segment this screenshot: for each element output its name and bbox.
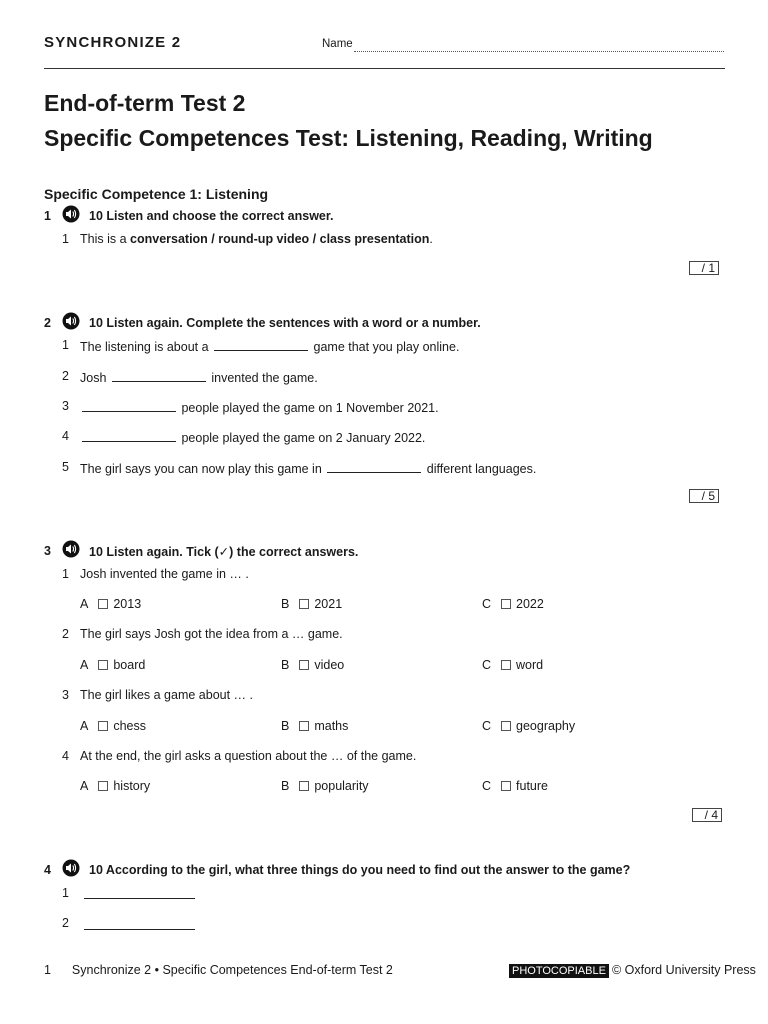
answer-blank[interactable] [327, 460, 421, 473]
checkbox[interactable] [98, 599, 108, 609]
question-number: 2 [44, 316, 51, 330]
question-number: 4 [44, 863, 51, 877]
name-field[interactable] [354, 51, 724, 52]
score-box: / 5 [689, 489, 719, 503]
section-heading: Specific Competence 1: Listening [44, 186, 269, 202]
checkbox[interactable] [501, 599, 511, 609]
name-label: Name [322, 38, 353, 50]
list-item: 4 people played the game on 2 January 2022. [62, 429, 426, 445]
list-item: 5 The girl says you can now play this game in different languages. [62, 460, 537, 476]
audio-icon[interactable] [62, 205, 80, 223]
option-b[interactable]: B popularity [281, 779, 369, 793]
answer-blank[interactable] [214, 338, 308, 351]
list-item: 1 This is a conversation / round-up video / class presentation. [62, 232, 433, 246]
option-a[interactable]: A 2013 [80, 597, 142, 611]
item-number: 1 [62, 232, 69, 246]
page-subtitle: Specific Competences Test: Listening, Reading, Writing [44, 125, 653, 151]
question-instruction: 10 Listen again. Complete the sentences with a word or a number. [89, 316, 481, 330]
question-instruction: 10 Listen and choose the correct answer. [89, 209, 334, 223]
question-number: 3 [44, 544, 51, 558]
question-instruction: 10 According to the girl, what three things do you need to find out the answer to the game? [89, 863, 631, 877]
option-c[interactable]: C word [482, 658, 544, 672]
answer-blank[interactable] [82, 429, 176, 442]
option-b[interactable]: B maths [281, 719, 349, 733]
answer-line-number: 1 [62, 886, 69, 900]
checkbox[interactable] [299, 599, 309, 609]
header-divider [44, 68, 725, 69]
option-b[interactable]: B 2021 [281, 597, 343, 611]
footer-right [509, 963, 756, 977]
option-c[interactable]: C geography [482, 719, 576, 733]
option-c[interactable]: C future [482, 779, 548, 793]
footer-title: Synchronize 2 • Specific Competences End-of-term Test 2 [71, 963, 393, 977]
audio-icon[interactable] [62, 859, 80, 877]
option-b[interactable]: B video [281, 658, 345, 672]
checkbox[interactable] [98, 781, 108, 791]
list-item: 3 The girl likes a game about … . [62, 688, 253, 702]
answer-line-number: 2 [62, 916, 69, 930]
option-a[interactable]: A history [80, 779, 151, 793]
checkbox[interactable] [98, 721, 108, 731]
option-a[interactable]: A chess [80, 719, 146, 733]
option-c[interactable]: C 2022 [482, 597, 544, 611]
answer-blank[interactable] [112, 369, 206, 382]
checkbox[interactable] [501, 781, 511, 791]
answer-choices[interactable]: conversation / round-up video / class presentation [130, 232, 430, 246]
list-item: 2 Josh invented the game. [62, 369, 318, 385]
checkbox[interactable] [501, 660, 511, 670]
checkbox[interactable] [299, 781, 309, 791]
audio-icon[interactable] [62, 312, 80, 330]
checkbox[interactable] [299, 660, 309, 670]
page-number: 1 [44, 963, 51, 977]
answer-blank[interactable] [82, 399, 176, 412]
brand-logo: SYNCHRONIZE 2 [44, 34, 182, 51]
copyright: © Oxford University Press [611, 963, 756, 977]
list-item: 2 The girl says Josh got the idea from a … game. [62, 627, 343, 641]
photocopiable-badge: PHOTOCOPIABLE [509, 964, 609, 978]
question-number: 1 [44, 209, 51, 223]
score-box: / 4 [692, 808, 722, 822]
option-a[interactable]: A board [80, 658, 146, 672]
footer-left [44, 963, 393, 977]
list-item: 3 people played the game on 1 November 2021. [62, 399, 439, 415]
list-item: 1 The listening is about a game that you play online. [62, 338, 460, 354]
item-text: This is a [80, 232, 131, 246]
question-instruction: 10 Listen again. Tick (✓) the correct answers. [89, 545, 359, 559]
list-item: 4 At the end, the girl asks a question about the … of the game. [62, 749, 417, 763]
checkbox[interactable] [98, 660, 108, 670]
checkbox[interactable] [501, 721, 511, 731]
answer-line[interactable] [84, 929, 195, 930]
audio-icon[interactable] [62, 540, 80, 558]
score-box: / 1 [689, 261, 719, 275]
list-item: 1 Josh invented the game in … . [62, 567, 249, 581]
checkbox[interactable] [299, 721, 309, 731]
page-title: End-of-term Test 2 [44, 90, 246, 116]
answer-line[interactable] [84, 898, 195, 899]
